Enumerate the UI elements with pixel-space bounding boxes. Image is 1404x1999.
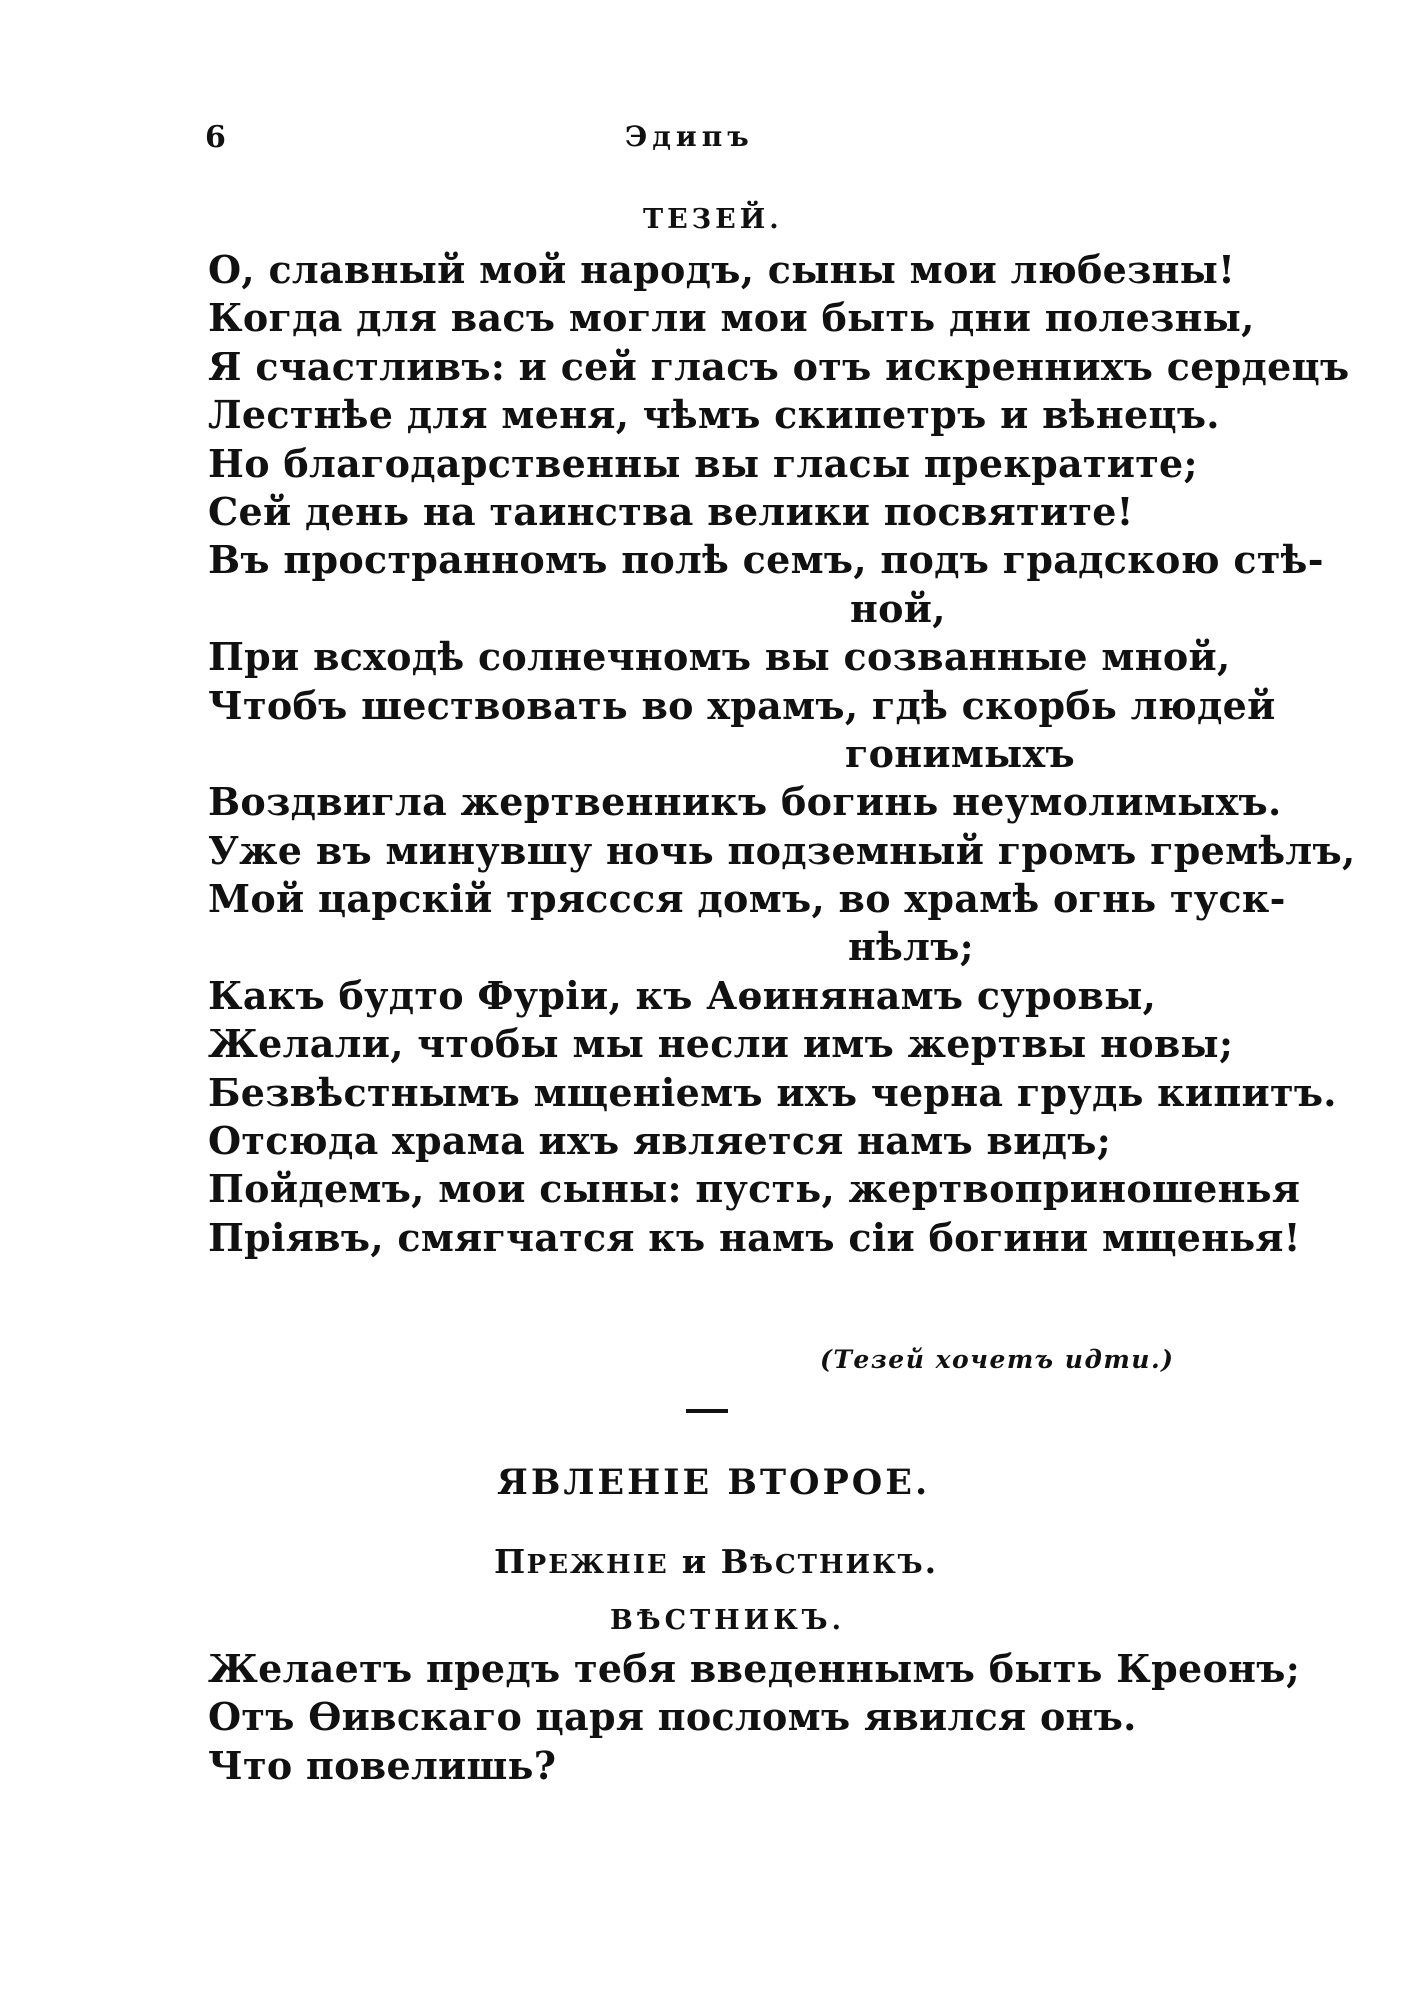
characters-part: П [494,1542,527,1581]
verse-line: Но благодарственны вы гласы прекратите; [208,440,1198,486]
verse-line: Въ пространномъ полѣ семъ, подъ градскою стѣ- [208,537,1324,583]
speaker-name: ТЕЗЕЙ. [643,204,783,235]
verse-line: Воздвигла жертвенникъ богинь неумолимыхъ. [208,779,1282,825]
verse-block [208,246,1356,1262]
verse-line: Отсюда храма ихъ является намъ видъ; [208,1118,1112,1164]
speaker-name: ВѢСТНИКЪ. [610,1605,845,1636]
verse-line: Пріявъ, смягчатся къ намъ сіи богини мщенья! [208,1214,1301,1260]
running-title: Эдипъ [625,120,754,153]
verse-line-turnover: гонимыхъ [845,730,1075,776]
page-number: 6 [205,120,226,155]
verse-line: Чтобъ шествовать во храмъ, гдѣ скорбь людей [208,682,1276,728]
verse-line: Что повелишь? [208,1742,557,1788]
verse-line: Безвѣстнымъ мщеніемъ ихъ черна грудь кипитъ. [208,1069,1337,1115]
page-header [205,120,1205,160]
verse-line: При всходѣ солнечномъ вы созванные мной, [208,634,1231,680]
verse-line: Желали, чтобы мы несли имъ жертвы новы; [208,1021,1234,1067]
section-divider [686,1409,728,1413]
scene-characters [494,1542,938,1581]
characters-part: РЕЖНІЕ [526,1550,669,1580]
scene-title: ЯВЛЕНІЕ ВТОРОЕ. [497,1462,931,1503]
stage-direction: (Тезей хочетъ идти.) [820,1345,1175,1374]
verse-line: Желаетъ предъ тебя введеннымъ быть Креонъ; [208,1646,1301,1691]
characters-part: ѢСТНИКЪ [750,1550,925,1580]
characters-part: . [924,1542,938,1581]
verse-line: Какъ будто Фуріи, къ Аѳинянамъ суровы, [208,972,1157,1018]
verse-line: Уже въ минувшу ночь подземный громъ гремѣлъ, [208,827,1356,873]
characters-part: и В [668,1542,751,1581]
verse-line-turnover: ной, [850,585,946,631]
verse-line: Пойдемъ, мои сыны: пусть, жертвоприношенья [208,1166,1301,1212]
verse-line-turnover: нѣлъ; [848,924,975,970]
verse-line: Лестнѣе для меня, чѣмъ скипетръ и вѣнецъ. [208,392,1220,438]
verse-line: Я счастливъ: и сей гласъ отъ искреннихъ сердецъ [208,343,1350,389]
verse-line: Мой царскій тряссся домъ, во храмѣ огнь туск- [208,876,1286,922]
verse-line: О, славный мой народъ, сыны мои любезны! [208,247,1236,292]
verse-line: Отъ Ѳивскаго царя посломъ явился онъ. [208,1694,1137,1740]
verse-line: Когда для васъ могли мои быть дни полезны, [208,295,1255,341]
verse-line: Сей день на таинства велики посвятите! [208,488,1134,534]
verse-block [208,1645,1301,1790]
